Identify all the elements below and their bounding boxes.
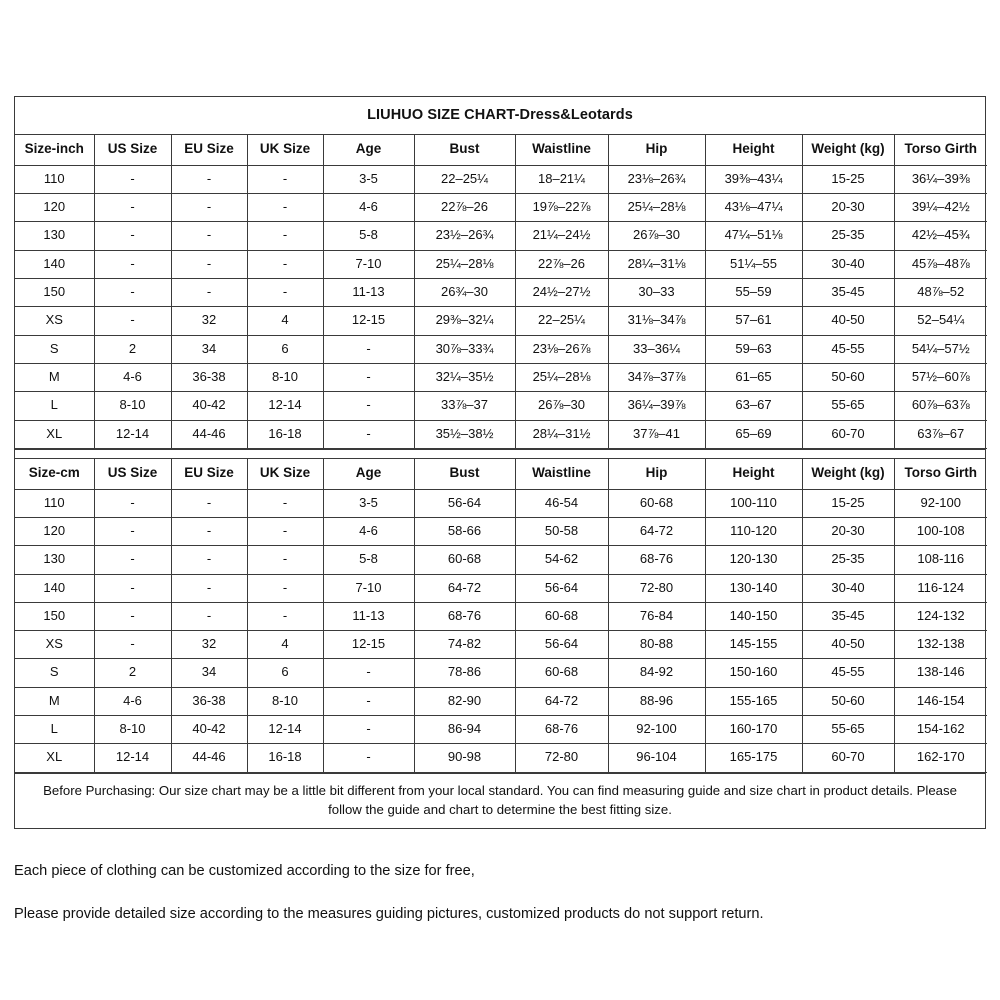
cell: 26⅞–30 <box>515 392 608 420</box>
cell: 60-70 <box>802 744 894 772</box>
cell: - <box>171 602 247 630</box>
cell: 40-50 <box>802 631 894 659</box>
cell: - <box>323 392 414 420</box>
cell: - <box>94 165 171 193</box>
cell: 74-82 <box>414 631 515 659</box>
cell: 28¼–31⅛ <box>608 250 705 278</box>
table-row <box>15 279 987 307</box>
cell: 2 <box>94 335 171 363</box>
table-row <box>15 165 987 193</box>
cell: XS <box>15 307 94 335</box>
cell: - <box>247 279 323 307</box>
cell: - <box>323 716 414 744</box>
cell: - <box>247 546 323 574</box>
table-row <box>15 194 987 222</box>
cell: 47¼–51⅛ <box>705 222 802 250</box>
table-header-row-cm <box>15 459 987 489</box>
cell: 162-170 <box>894 744 987 772</box>
table-row <box>15 744 987 772</box>
cell: 76-84 <box>608 602 705 630</box>
table-header-row-inch <box>15 135 987 165</box>
cell: 150-160 <box>705 659 802 687</box>
cell: 32 <box>171 631 247 659</box>
cell: - <box>171 489 247 517</box>
cell: 45⅞–48⅞ <box>894 250 987 278</box>
cell: - <box>171 279 247 307</box>
size-table-cm <box>15 459 987 773</box>
cell: 7-10 <box>323 574 414 602</box>
cell: 56-64 <box>414 489 515 517</box>
cell: 48⅞–52 <box>894 279 987 307</box>
cell: 4-6 <box>94 363 171 391</box>
cell: 140 <box>15 250 94 278</box>
cell: 30-40 <box>802 250 894 278</box>
cell: 55-65 <box>802 716 894 744</box>
cell: - <box>94 279 171 307</box>
cell: 33⅞–37 <box>414 392 515 420</box>
column-header: Torso Girth <box>894 135 987 165</box>
cell: 68-76 <box>515 716 608 744</box>
cell: 20-30 <box>802 517 894 545</box>
cell: 56-64 <box>515 631 608 659</box>
cell: 60-70 <box>802 420 894 448</box>
cell: 36¼–39⅜ <box>894 165 987 193</box>
cell: 25¼–28⅛ <box>414 250 515 278</box>
cell: 12-14 <box>247 392 323 420</box>
cell: - <box>94 602 171 630</box>
purchasing-note: Before Purchasing: Our size chart may be a little bit different from your local standard. You can find measuring guide and size chart in product details. Please follow the guide and chart to determine the best fitting size. <box>15 773 985 828</box>
cell: - <box>171 222 247 250</box>
cell: 4-6 <box>94 687 171 715</box>
cell: 50-60 <box>802 363 894 391</box>
cell: 100-110 <box>705 489 802 517</box>
cell: L <box>15 716 94 744</box>
table-row <box>15 631 987 659</box>
cell: - <box>94 194 171 222</box>
cell: 150 <box>15 602 94 630</box>
table-divider <box>15 449 985 459</box>
cell: 120-130 <box>705 546 802 574</box>
cell: 40-42 <box>171 392 247 420</box>
column-header: Height <box>705 459 802 489</box>
cell: 57–61 <box>705 307 802 335</box>
cell: XL <box>15 744 94 772</box>
cell: 88-96 <box>608 687 705 715</box>
column-header: Torso Girth <box>894 459 987 489</box>
table-row <box>15 687 987 715</box>
cell: 32¼–35½ <box>414 363 515 391</box>
cell: - <box>247 602 323 630</box>
cell: - <box>247 222 323 250</box>
cell: 59–63 <box>705 335 802 363</box>
footer-notes <box>14 862 986 948</box>
cell: - <box>323 335 414 363</box>
cell: 120 <box>15 517 94 545</box>
cell: - <box>94 574 171 602</box>
cell: 5-8 <box>323 222 414 250</box>
cell: 90-98 <box>414 744 515 772</box>
footer-line-1: Each piece of clothing can be customized according to the size for free, <box>14 863 475 879</box>
cell: 4-6 <box>323 194 414 222</box>
cell: 55–59 <box>705 279 802 307</box>
cell: - <box>323 687 414 715</box>
cell: 110 <box>15 489 94 517</box>
cell: 110 <box>15 165 94 193</box>
cell: 154-162 <box>894 716 987 744</box>
cell: 23⅛–26¾ <box>608 165 705 193</box>
cell: 22–25¼ <box>515 307 608 335</box>
cell: - <box>171 194 247 222</box>
cell: - <box>94 307 171 335</box>
cell: S <box>15 335 94 363</box>
cell: - <box>171 517 247 545</box>
column-header: Size-inch <box>15 135 94 165</box>
cell: 51¼–55 <box>705 250 802 278</box>
cell: 132-138 <box>894 631 987 659</box>
cell: 22–25¼ <box>414 165 515 193</box>
table-row <box>15 250 987 278</box>
column-header: EU Size <box>171 459 247 489</box>
cell: 25-35 <box>802 222 894 250</box>
cell: 32 <box>171 307 247 335</box>
cell: 140 <box>15 574 94 602</box>
cell: 138-146 <box>894 659 987 687</box>
cell: XS <box>15 631 94 659</box>
cell: 16-18 <box>247 744 323 772</box>
cell: 72-80 <box>608 574 705 602</box>
cell: 130 <box>15 546 94 574</box>
cell: 60-68 <box>414 546 515 574</box>
cell: 16-18 <box>247 420 323 448</box>
cell: 36-38 <box>171 363 247 391</box>
table-row <box>15 335 987 363</box>
cell: 35-45 <box>802 602 894 630</box>
cell: M <box>15 363 94 391</box>
cell: - <box>171 250 247 278</box>
table-row <box>15 546 987 574</box>
cell: - <box>247 165 323 193</box>
column-header: Size-cm <box>15 459 94 489</box>
cell: 12-15 <box>323 631 414 659</box>
cell: 57½–60⅞ <box>894 363 987 391</box>
table-row <box>15 307 987 335</box>
cell: 65–69 <box>705 420 802 448</box>
cell: 120 <box>15 194 94 222</box>
cell: 15-25 <box>802 489 894 517</box>
table-row <box>15 659 987 687</box>
table-row <box>15 420 987 448</box>
cell: M <box>15 687 94 715</box>
cell: 35½–38½ <box>414 420 515 448</box>
column-header: US Size <box>94 135 171 165</box>
table-row <box>15 602 987 630</box>
cell: 2 <box>94 659 171 687</box>
cell: 6 <box>247 335 323 363</box>
footer-line-2: Please provide detailed size according to the measures guiding pictures, customized products do not support return. <box>14 905 764 922</box>
cell: 36¼–39⅞ <box>608 392 705 420</box>
cell: 30-40 <box>802 574 894 602</box>
cell: L <box>15 392 94 420</box>
cell: 82-90 <box>414 687 515 715</box>
cell: 64-72 <box>414 574 515 602</box>
cell: 34 <box>171 335 247 363</box>
column-header: Hip <box>608 459 705 489</box>
cell: 23⅛–26⅞ <box>515 335 608 363</box>
chart-title: LIUHUO SIZE CHART-Dress&Leotards <box>15 97 985 135</box>
table-row <box>15 363 987 391</box>
cell: 78-86 <box>414 659 515 687</box>
cell: 3-5 <box>323 489 414 517</box>
cell: 54¼–57½ <box>894 335 987 363</box>
cell: 108-116 <box>894 546 987 574</box>
cell: 39⅜–43¼ <box>705 165 802 193</box>
cell: 36-38 <box>171 687 247 715</box>
cell: 56-64 <box>515 574 608 602</box>
cell: 30–33 <box>608 279 705 307</box>
cell: 86-94 <box>414 716 515 744</box>
cell: - <box>94 517 171 545</box>
column-header: UK Size <box>247 135 323 165</box>
cell: 11-13 <box>323 602 414 630</box>
table-row <box>15 574 987 602</box>
cell: - <box>323 744 414 772</box>
column-header: Waistline <box>515 459 608 489</box>
cell: 45-55 <box>802 335 894 363</box>
cell: 140-150 <box>705 602 802 630</box>
cell: 84-92 <box>608 659 705 687</box>
cell: 150 <box>15 279 94 307</box>
cell: 40-50 <box>802 307 894 335</box>
cell: 18–21¼ <box>515 165 608 193</box>
cell: 60⅞–63⅞ <box>894 392 987 420</box>
cell: 92-100 <box>608 716 705 744</box>
cell: 45-55 <box>802 659 894 687</box>
cell: 8-10 <box>247 687 323 715</box>
cell: 30⅞–33¾ <box>414 335 515 363</box>
cell: - <box>323 420 414 448</box>
size-chart-container <box>14 96 986 829</box>
cell: 50-60 <box>802 687 894 715</box>
cell: 7-10 <box>323 250 414 278</box>
cell: 8-10 <box>94 716 171 744</box>
column-header: Hip <box>608 135 705 165</box>
cell: 35-45 <box>802 279 894 307</box>
cell: 130 <box>15 222 94 250</box>
cell: 100-108 <box>894 517 987 545</box>
cell: - <box>247 250 323 278</box>
cell: - <box>247 517 323 545</box>
cell: 25-35 <box>802 546 894 574</box>
cell: 4-6 <box>323 517 414 545</box>
cell: 15-25 <box>802 165 894 193</box>
cell: - <box>171 165 247 193</box>
table-row <box>15 716 987 744</box>
cell: 146-154 <box>894 687 987 715</box>
column-header: Age <box>323 135 414 165</box>
cell: - <box>171 546 247 574</box>
cell: 64-72 <box>515 687 608 715</box>
cell: - <box>171 574 247 602</box>
cell: 116-124 <box>894 574 987 602</box>
cell: 26¾–30 <box>414 279 515 307</box>
cell: - <box>323 363 414 391</box>
cell: 11-13 <box>323 279 414 307</box>
cell: 5-8 <box>323 546 414 574</box>
cell: 55-65 <box>802 392 894 420</box>
cell: 58-66 <box>414 517 515 545</box>
cell: - <box>94 489 171 517</box>
cell: 46-54 <box>515 489 608 517</box>
column-header: Age <box>323 459 414 489</box>
cell: 25¼–28⅛ <box>515 363 608 391</box>
cell: 80-88 <box>608 631 705 659</box>
cell: 64-72 <box>608 517 705 545</box>
cell: 22⅞–26 <box>515 250 608 278</box>
cell: 6 <box>247 659 323 687</box>
column-header: UK Size <box>247 459 323 489</box>
cell: 60-68 <box>515 602 608 630</box>
cell: 39¼–42½ <box>894 194 987 222</box>
column-header: Waistline <box>515 135 608 165</box>
size-table-inch <box>15 135 987 449</box>
cell: 24½–27½ <box>515 279 608 307</box>
cell: 25¼–28⅛ <box>608 194 705 222</box>
cell: 43⅛–47¼ <box>705 194 802 222</box>
cell: 68-76 <box>414 602 515 630</box>
cell: 72-80 <box>515 744 608 772</box>
cell: - <box>94 222 171 250</box>
cell: 63⅞–67 <box>894 420 987 448</box>
cell: 130-140 <box>705 574 802 602</box>
column-header: Weight (kg) <box>802 459 894 489</box>
cell: 19⅞–22⅞ <box>515 194 608 222</box>
cell: 8-10 <box>247 363 323 391</box>
cell: 40-42 <box>171 716 247 744</box>
column-header: US Size <box>94 459 171 489</box>
column-header: Bust <box>414 135 515 165</box>
cell: 42½–45¾ <box>894 222 987 250</box>
column-header: Height <box>705 135 802 165</box>
table-row <box>15 392 987 420</box>
cell: 92-100 <box>894 489 987 517</box>
cell: XL <box>15 420 94 448</box>
cell: 29⅜–32¼ <box>414 307 515 335</box>
cell: 21¼–24½ <box>515 222 608 250</box>
cell: - <box>247 194 323 222</box>
cell: 12-14 <box>94 420 171 448</box>
cell: 3-5 <box>323 165 414 193</box>
cell: 96-104 <box>608 744 705 772</box>
cell: 12-14 <box>94 744 171 772</box>
cell: 12-14 <box>247 716 323 744</box>
cell: 22⅞–26 <box>414 194 515 222</box>
cell: 34 <box>171 659 247 687</box>
cell: - <box>94 250 171 278</box>
column-header: EU Size <box>171 135 247 165</box>
cell: 54-62 <box>515 546 608 574</box>
cell: 124-132 <box>894 602 987 630</box>
cell: 12-15 <box>323 307 414 335</box>
cell: - <box>323 659 414 687</box>
table-row <box>15 489 987 517</box>
table-row <box>15 222 987 250</box>
cell: 44-46 <box>171 744 247 772</box>
cell: 26⅞–30 <box>608 222 705 250</box>
cell: 145-155 <box>705 631 802 659</box>
cell: 160-170 <box>705 716 802 744</box>
cell: 4 <box>247 307 323 335</box>
cell: 37⅞–41 <box>608 420 705 448</box>
cell: 165-175 <box>705 744 802 772</box>
table-row <box>15 517 987 545</box>
cell: 33–36¼ <box>608 335 705 363</box>
cell: 20-30 <box>802 194 894 222</box>
cell: 44-46 <box>171 420 247 448</box>
cell: 50-58 <box>515 517 608 545</box>
cell: - <box>247 489 323 517</box>
column-header: Weight (kg) <box>802 135 894 165</box>
cell: 63–67 <box>705 392 802 420</box>
cell: 68-76 <box>608 546 705 574</box>
column-header: Bust <box>414 459 515 489</box>
cell: 31⅛–34⅞ <box>608 307 705 335</box>
cell: - <box>247 574 323 602</box>
cell: 52–54¼ <box>894 307 987 335</box>
cell: 34⅞–37⅞ <box>608 363 705 391</box>
cell: 8-10 <box>94 392 171 420</box>
cell: 60-68 <box>515 659 608 687</box>
cell: 60-68 <box>608 489 705 517</box>
cell: 61–65 <box>705 363 802 391</box>
cell: 4 <box>247 631 323 659</box>
cell: 23½–26¾ <box>414 222 515 250</box>
cell: 28¼–31½ <box>515 420 608 448</box>
cell: 110-120 <box>705 517 802 545</box>
cell: - <box>94 631 171 659</box>
cell: - <box>94 546 171 574</box>
cell: S <box>15 659 94 687</box>
cell: 155-165 <box>705 687 802 715</box>
